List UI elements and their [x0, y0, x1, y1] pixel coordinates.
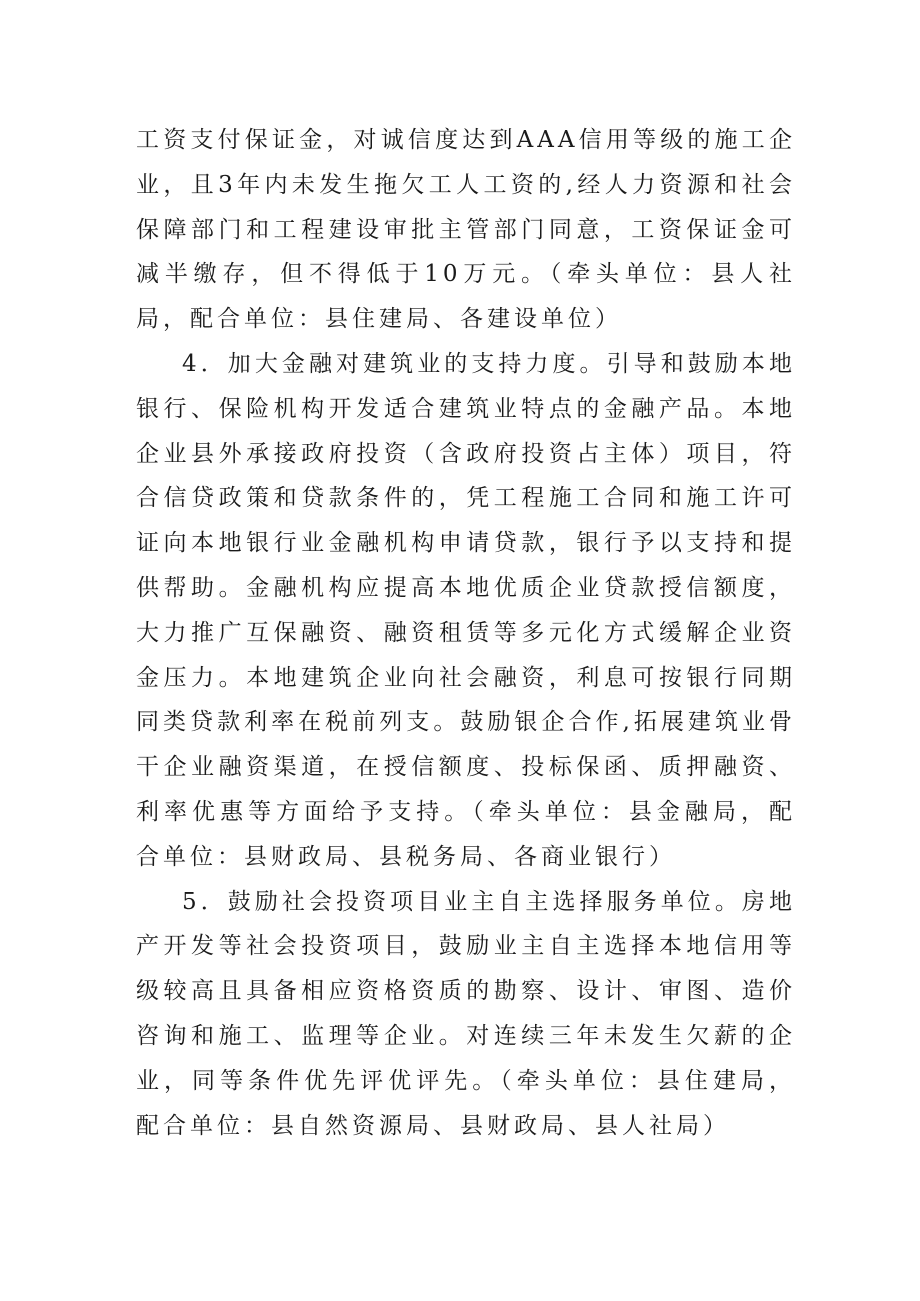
- paragraph-financial-support: 4．加大金融对建筑业的支持力度。引导和鼓励本地银行、保险机构开发适合建筑业特点的金融产品。本地企业县外承接政府投资（含政府投资占主体）项目，符合信贷政策和贷款条件的，凭工程施工合同和施工许可证向本地银行业金融机构申请贷款，银行予以支持和提供帮助。金融机构应提高本地优质企业贷款授信额度，大力推广互保融资、融资租赁等多元化方式缓解企业资金压力。本地建筑企业向社会融资，利息可按银行同期同类贷款利率在税前列支。鼓励银企合作,拓展建筑业骨干企业融资渠道，在授信额度、投标保函、质押融资、利率优惠等方面给予支持。（牵头单位：县金融局，配合单位：县财政局、县税务局、各商业银行）: [136, 350, 796, 870]
- document-body: [136, 118, 796, 1148]
- paragraph-wage-guarantee: 工资支付保证金，对诚信度达到AAA信用等级的施工企业，且3年内未发生拖欠工人工资的,经人力资源和社会保障部门和工程建设审批主管部门同意，工资保证金可减半缴存，但不得低于10万元。（牵头单位：县人社局，配合单位：县住建局、各建设单位）: [136, 127, 796, 333]
- paragraph-social-investment: 5．鼓励社会投资项目业主自主选择服务单位。房地产开发等社会投资项目，鼓励业主自主选择本地信用等级较高且具备相应资格资质的勘察、设计、审图、造价咨询和施工、监理等企业。对连续三年未发生欠薪的企业，同等条件优先评优评先。（牵头单位：县住建局，配合单位：县自然资源局、县财政局、县人社局）: [136, 888, 796, 1139]
